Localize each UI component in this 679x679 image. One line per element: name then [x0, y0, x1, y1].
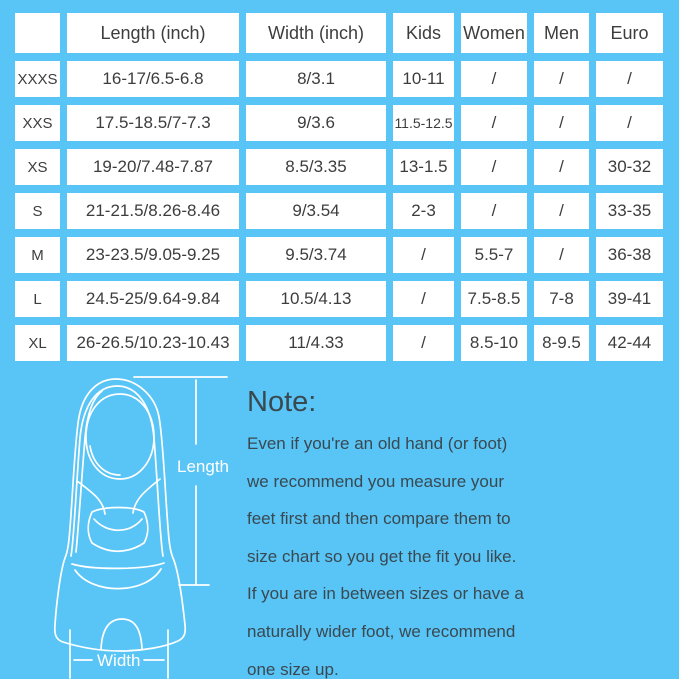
note-line: Even if you're an old hand (or foot) [247, 434, 508, 453]
cell-length: 17.5-18.5/7-7.3 [67, 105, 239, 141]
fin-diagram [30, 368, 230, 679]
header-size [15, 13, 60, 53]
cell-euro: / [596, 61, 663, 97]
cell-kids: / [393, 325, 454, 361]
cell-width: 9.5/3.74 [246, 237, 386, 273]
note-section [247, 386, 547, 679]
row-size-label: XS [15, 149, 60, 185]
cell-women: / [461, 105, 527, 141]
cell-women: / [461, 193, 527, 229]
cell-men: / [534, 61, 589, 97]
cell-length: 16-17/6.5-6.8 [67, 61, 239, 97]
cell-men: / [534, 237, 589, 273]
header-length: Length (inch) [67, 13, 239, 53]
note-line: naturally wider foot, we recommend [247, 621, 516, 641]
foot-pocket-detail-icon [72, 394, 164, 649]
cell-width: 9/3.54 [246, 193, 386, 229]
row-size-label: S [15, 193, 60, 229]
size-chart-table [15, 13, 663, 361]
cell-kids: 13-1.5 [393, 149, 454, 185]
cell-width: 10.5/4.13 [246, 281, 386, 317]
cell-men: / [534, 193, 589, 229]
row-size-label: L [15, 281, 60, 317]
cell-women: 8.5-10 [461, 325, 527, 361]
cell-women: 7.5-8.5 [461, 281, 527, 317]
width-label: Width [97, 651, 141, 670]
cell-length: 26-26.5/10.23-10.43 [67, 325, 239, 361]
cell-kids: / [393, 281, 454, 317]
cell-width: 8.5/3.35 [246, 149, 386, 185]
header-euro: Euro [596, 13, 663, 53]
cell-women: 5.5-7 [461, 237, 527, 273]
cell-euro: 33-35 [596, 193, 663, 229]
cell-kids: 10-11 [393, 61, 454, 97]
length-dimension-line [134, 377, 227, 585]
header-men: Men [534, 13, 589, 53]
cell-kids: 2-3 [393, 193, 454, 229]
cell-kids: / [393, 237, 454, 273]
header-women: Women [461, 13, 527, 53]
cell-width: 9/3.6 [246, 105, 386, 141]
cell-men: 7-8 [534, 281, 589, 317]
cell-women: / [461, 149, 527, 185]
cell-men: / [534, 105, 589, 141]
cell-women: / [461, 61, 527, 97]
cell-length: 19-20/7.48-7.87 [67, 149, 239, 185]
row-size-label: XXS [15, 105, 60, 141]
header-width: Width (inch) [246, 13, 386, 53]
note-line: feet first and then compare them to [247, 509, 511, 529]
cell-euro: 39-41 [596, 281, 663, 317]
cell-kids: 11.5-12.5 [393, 105, 454, 141]
cell-euro: 42-44 [596, 325, 663, 361]
header-kids: Kids [393, 13, 454, 53]
note-title: Note: [247, 386, 317, 418]
cell-euro: 36-38 [596, 237, 663, 273]
cell-length: 23-23.5/9.05-9.25 [67, 237, 239, 273]
cell-length: 21-21.5/8.26-8.46 [67, 193, 239, 229]
row-size-label: M [15, 237, 60, 273]
cell-width: 8/3.1 [246, 61, 386, 97]
row-size-label: XXXS [15, 61, 60, 97]
note-line: we recommend you measure your [247, 471, 505, 491]
note-line: one size up. [247, 659, 339, 679]
note-line: size chart so you get the fit you like. [247, 546, 517, 566]
cell-length: 24.5-25/9.64-9.84 [67, 281, 239, 317]
cell-men: 8-9.5 [534, 325, 589, 361]
cell-width: 11/4.33 [246, 325, 386, 361]
length-label: Length [177, 457, 229, 476]
fin-outline-icon [55, 379, 185, 651]
cell-men: / [534, 149, 589, 185]
row-size-label: XL [15, 325, 60, 361]
note-line: If you are in between sizes or have a [247, 584, 524, 604]
cell-euro: / [596, 105, 663, 141]
cell-euro: 30-32 [596, 149, 663, 185]
